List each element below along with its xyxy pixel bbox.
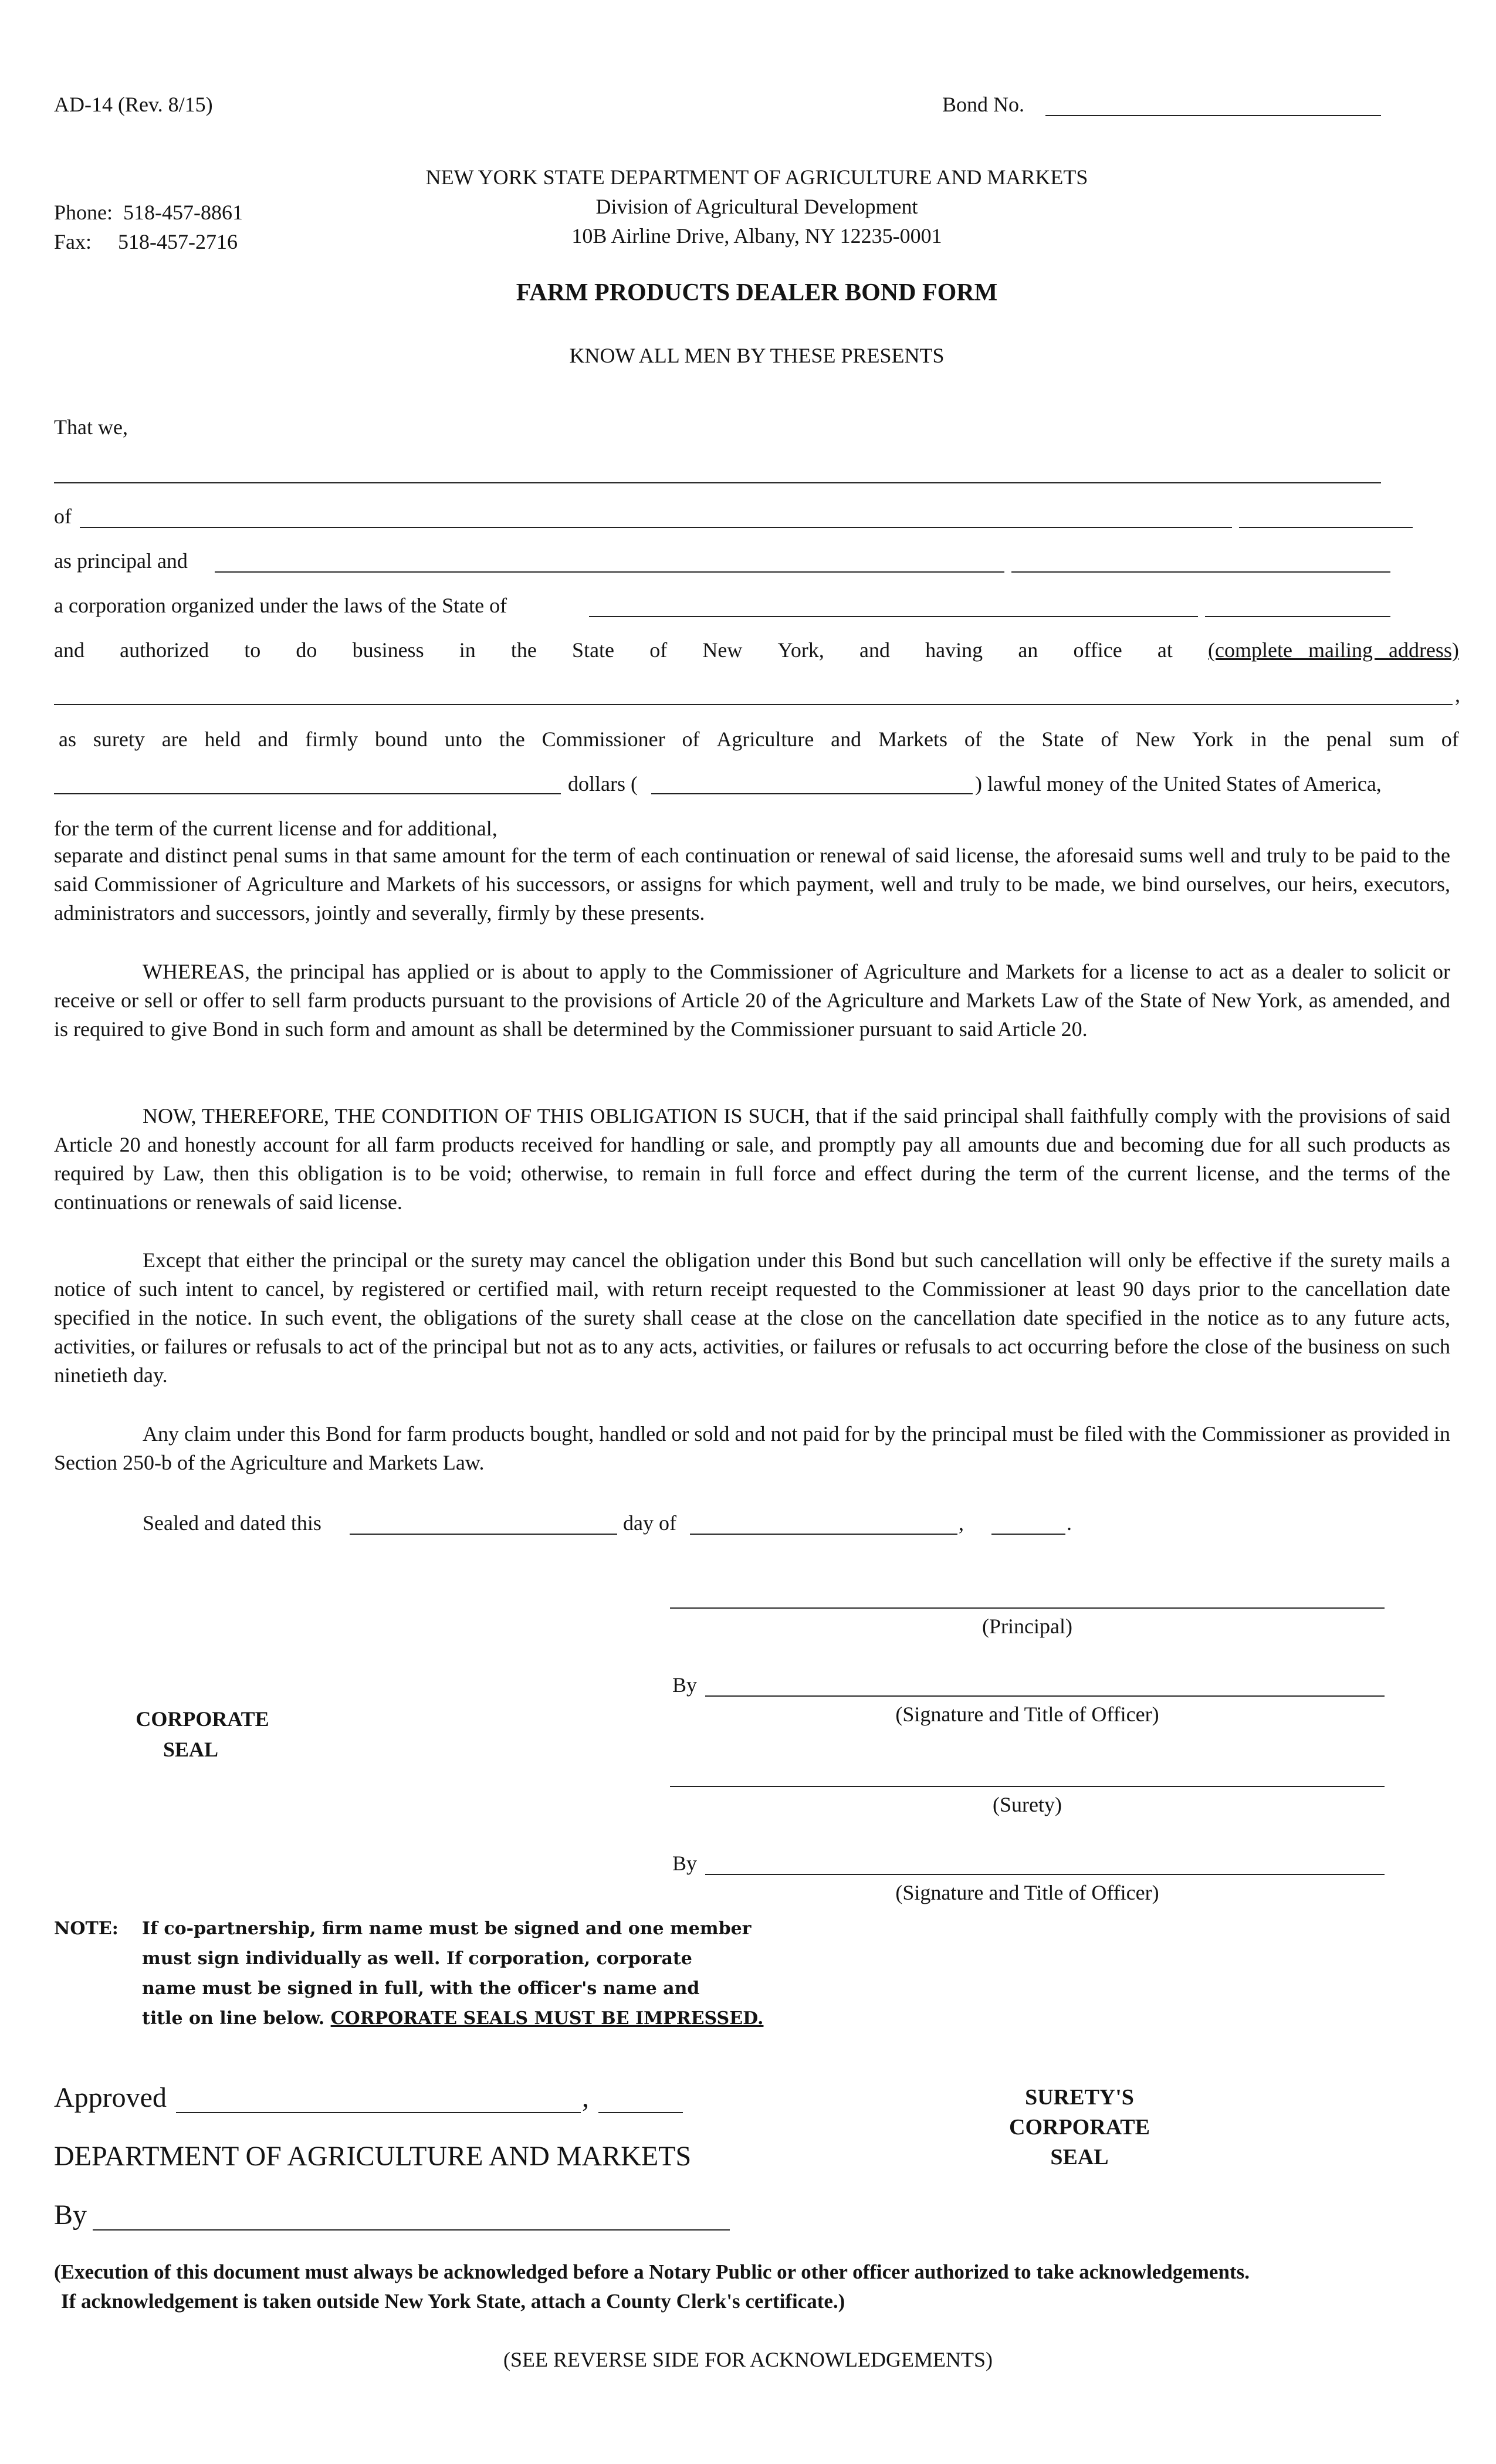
execution-notice-line-2: If acknowledgement is taken outside New York State, attach a County Clerk's certificate.) <box>61 2290 845 2313</box>
word: New <box>1135 727 1176 751</box>
sealed-comma: , <box>959 1511 964 1535</box>
word: the <box>499 727 525 751</box>
word: sum <box>1389 727 1424 751</box>
word: of <box>649 638 668 662</box>
reverse-side-note: (SEE REVERSE SIDE FOR ACKNOWLEDGEMENTS) <box>503 2348 993 2371</box>
agency-address: 10B Airline Drive, Albany, NY 12235-0001 <box>571 224 942 248</box>
word: of <box>682 727 700 751</box>
word: penal <box>1326 727 1373 751</box>
surety-name-field[interactable] <box>215 571 1004 573</box>
word: as <box>59 727 76 751</box>
fax-number: Fax: 518-457-2716 <box>54 230 238 253</box>
surety-seal-line-3: SEAL <box>1050 2145 1109 2169</box>
sealed-day-field[interactable] <box>350 1534 617 1535</box>
corporation-label: a corporation organized under the laws of the State of <box>54 594 507 617</box>
sealed-dated-label: Sealed and dated this <box>143 1511 321 1535</box>
principal-address-field-2[interactable] <box>1239 527 1413 528</box>
note-line-3: name must be signed in full, with the officer's name and <box>142 1978 700 1999</box>
approval-by-label: By <box>54 2199 87 2231</box>
sealed-period: . <box>1067 1511 1072 1535</box>
word: and <box>54 638 84 662</box>
bond-no-label: Bond No. <box>942 93 1025 116</box>
sealed-year-field[interactable] <box>991 1534 1065 1535</box>
word: an <box>1018 638 1038 662</box>
phone-number: Phone: 518-457-8861 <box>54 201 243 224</box>
word: Commissioner <box>541 727 665 751</box>
surety-bound-line <box>59 726 1459 752</box>
word: Markets <box>878 727 947 751</box>
word: of <box>964 727 982 751</box>
office-address-field[interactable] <box>54 704 1453 705</box>
surety-seal-line-1: SURETY'S <box>1025 2085 1134 2110</box>
dollars-label: dollars ( <box>568 772 638 796</box>
department-label: DEPARTMENT OF AGRICULTURE AND MARKETS <box>54 2141 692 2172</box>
word: the <box>1284 727 1310 751</box>
word: business <box>352 638 424 662</box>
word: having <box>925 638 983 662</box>
note-line-1: If co-partnership, firm name must be signed and one member <box>142 1918 752 1939</box>
principal-by-label: By <box>672 1673 698 1697</box>
word: of <box>1101 727 1119 751</box>
surety-by-label: By <box>672 1852 698 1875</box>
word: of <box>1441 727 1459 751</box>
word: surety <box>93 727 145 751</box>
word: unto <box>444 727 482 751</box>
surety-officer-caption: (Signature and Title of Officer) <box>895 1881 1159 1904</box>
state-of-incorporation-field-2[interactable] <box>1205 616 1390 617</box>
corporate-seal-line-2: SEAL <box>163 1738 219 1761</box>
agency-name: NEW YORK STATE DEPARTMENT OF AGRICULTURE AND MARKETS <box>425 165 1088 189</box>
word: and <box>258 727 289 751</box>
word: and <box>831 727 862 751</box>
word: authorized <box>120 638 209 662</box>
surety-caption: (Surety) <box>993 1793 1062 1816</box>
note-line-4 <box>142 2003 763 2033</box>
word: firmly <box>305 727 358 751</box>
principal-name-field[interactable] <box>54 482 1381 483</box>
approved-by-field[interactable] <box>176 2112 581 2113</box>
word: held <box>204 727 241 751</box>
note-line-4-prefix: title on line below. <box>142 2008 325 2029</box>
word: the <box>999 727 1025 751</box>
term-line: for the term of the current license and for additional, <box>54 817 497 840</box>
word: State <box>1041 727 1084 751</box>
claim-paragraph: Any claim under this Bond for farm products bought, handled or sold and not paid for by the principal must be filed with the Commissioner as provided in Section 250-b of the Agriculture and Markets Law. <box>54 1422 1450 1474</box>
approval-signature-field[interactable] <box>93 2229 730 2231</box>
principal-caption: (Principal) <box>982 1615 1072 1638</box>
penal-sum-figure-field[interactable] <box>651 793 973 794</box>
that-we-label: That we, <box>54 415 128 439</box>
word: York, <box>777 638 824 662</box>
surety-officer-signature-field[interactable] <box>705 1874 1385 1875</box>
word: New <box>702 638 743 662</box>
lawful-money-text: ) lawful money of the United States of America, <box>975 772 1382 796</box>
condition-paragraph: NOW, THEREFORE, THE CONDITION OF THIS OBLIGATION IS SUCH, that if the said principal shall faithfully comply with the provisions of said Article 20 and honestly account for all farm products received for handling or sale, and promptly pay all amounts due and becoming due for all such products as required by Law, then this obligation is to be void; otherwise, to remain in full force and effect during the term of the current license, and the terms of the continuations or renewals of said license. <box>54 1104 1450 1214</box>
principal-label: as principal and <box>54 549 188 573</box>
address-comma: , <box>1455 683 1460 706</box>
mailing-address-hint: (complete mailing address) <box>1208 638 1459 662</box>
form-id: AD-14 (Rev. 8/15) <box>54 93 213 116</box>
word: York <box>1192 727 1234 751</box>
principal-officer-signature-field[interactable] <box>705 1695 1385 1697</box>
principal-address-field[interactable] <box>80 527 1232 528</box>
approved-comma: , <box>582 2082 589 2113</box>
division-name: Division of Agricultural Development <box>595 195 918 218</box>
authorized-line <box>54 637 1459 663</box>
word: in <box>1250 727 1267 751</box>
note-label: NOTE: <box>54 1918 119 1939</box>
surety-name-field-2[interactable] <box>1011 571 1390 573</box>
bond-obligation-paragraph: separate and distinct penal sums in that same amount for the term of each continuation or renewal of said license, the aforesaid sums well and truly to be paid to the said Commissioner of Agriculture and Markets of his successors, or assigns for which payment, well and truly to be made, we bind ourselves, our heirs, executors, administrators and successors, jointly and severally, firmly by these presents. <box>54 844 1450 925</box>
word: Agriculture <box>716 727 814 751</box>
day-of-label: day of <box>623 1511 676 1535</box>
form-title: FARM PRODUCTS DEALER BOND FORM <box>516 279 998 306</box>
seals-impressed-warning: CORPORATE SEALS MUST BE IMPRESSED. <box>330 2008 764 2029</box>
execution-notice-line-1: (Execution of this document must always be acknowledged before a Notary Public or other officer authorized to take acknowledgements. <box>54 2260 1250 2283</box>
surety-seal-line-2: CORPORATE <box>1009 2115 1150 2140</box>
approved-year-field[interactable] <box>598 2112 683 2113</box>
word: and <box>859 638 891 662</box>
word: are <box>161 727 188 751</box>
corporate-seal-line-1: CORPORATE <box>136 1707 269 1731</box>
cancellation-paragraph: Except that either the principal or the surety may cancel the obligation under this Bond but such cancellation will only be effective if the surety mails a notice of such intent to cancel, by registered or certified mail, with return receipt requested to the Commissioner at least 90 days prior to the cancellation date specified in the notice. In such event, the obligations of the surety shall cease at the close on the cancellation date specified in the notice as to any future acts, activities, or failures or refusals to act of the principal but not as to any acts, activities, or failures or refusals to act occurring before the close of the business on such ninetieth day. <box>54 1248 1450 1387</box>
approved-label: Approved <box>54 2082 167 2113</box>
penal-sum-words-field[interactable] <box>54 793 561 794</box>
word: State <box>572 638 615 662</box>
whereas-paragraph: WHEREAS, the principal has applied or is about to apply to the Commissioner of Agriculture and Markets for a license to act as a dealer to solicit or receive or sell or offer to sell farm products pursuant to the provisions of Article 20 of the Agriculture and Markets Law of the State of New York, as amended, and is required to give Bond in such form and amount as shall be determined by the Commissioner pursuant to said Article 20. <box>54 960 1450 1041</box>
word: the <box>510 638 537 662</box>
word: at <box>1157 638 1173 662</box>
principal-signature-field[interactable] <box>670 1607 1385 1609</box>
bond-no-field[interactable] <box>1045 115 1381 116</box>
word: office <box>1073 638 1122 662</box>
word: do <box>296 638 317 662</box>
principal-officer-caption: (Signature and Title of Officer) <box>895 1703 1159 1726</box>
word: to <box>244 638 261 662</box>
word: bound <box>375 727 428 751</box>
surety-signature-field[interactable] <box>670 1786 1385 1787</box>
word: in <box>459 638 476 662</box>
of-label: of <box>54 505 72 528</box>
note-line-2: must sign individually as well. If corporation, corporate <box>142 1948 692 1969</box>
sealed-month-field[interactable] <box>690 1534 957 1535</box>
state-of-incorporation-field[interactable] <box>589 616 1198 617</box>
form-subtitle: KNOW ALL MEN BY THESE PRESENTS <box>569 344 945 367</box>
